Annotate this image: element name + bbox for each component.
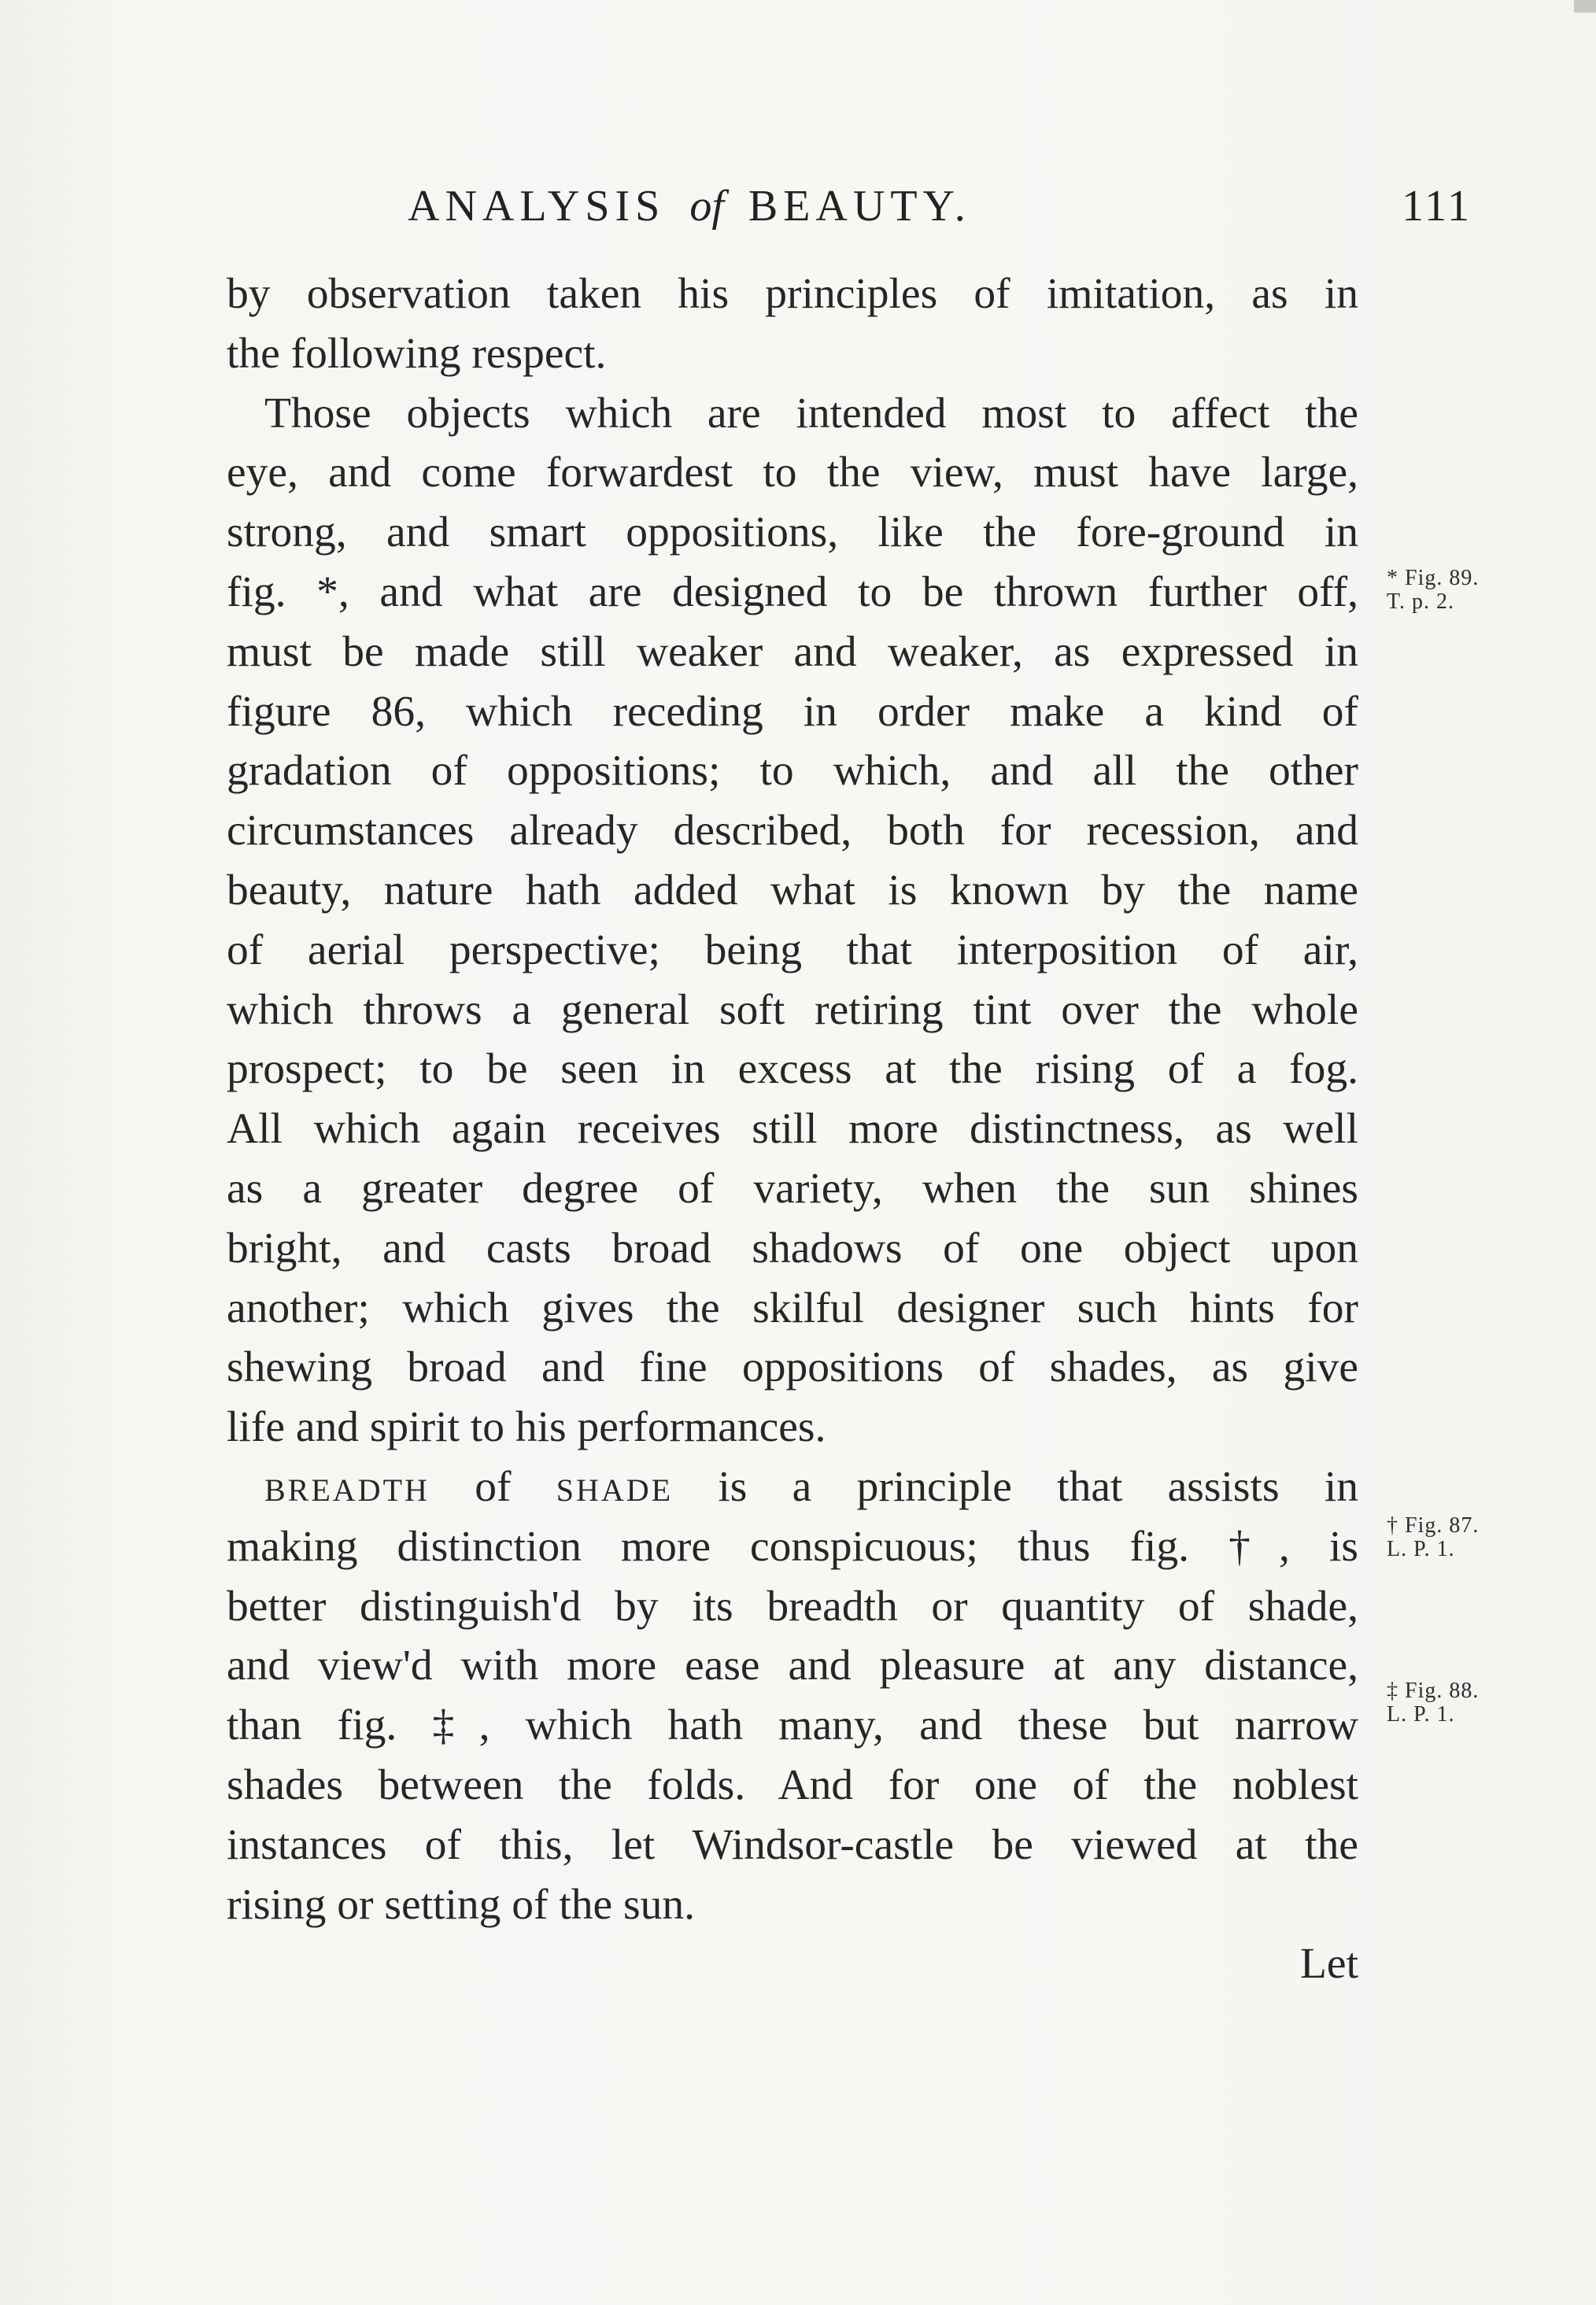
running-title-beauty: BEAUTY. (748, 182, 971, 231)
text-line: another; which gives the skilful designer such hints for (227, 1284, 1358, 1332)
corner-mark (1574, 0, 1596, 13)
text-line: better distinguish'd by its breadth or quantity of shade, (227, 1582, 1358, 1631)
word-of: of (475, 1462, 512, 1511)
smallcaps-breadth: BREADTH (264, 1472, 430, 1508)
running-title-analysis: ANALYSIS (408, 182, 666, 231)
text-line: circumstances already described, both for recession, and (227, 807, 1358, 855)
margin-note-line: † Fig. 87. (1387, 1513, 1480, 1538)
margin-note-line: L. P. 1. (1387, 1537, 1455, 1561)
catchword: Let (1300, 1940, 1358, 1989)
text-line: shewing broad and fine oppositions of shades, as give (227, 1343, 1358, 1392)
smallcaps-shade: SHADE (556, 1472, 674, 1508)
text-line: of aerial perspective; being that interposition of air, (227, 925, 1358, 974)
text-line: and view'd with more ease and pleasure at any distance, (227, 1642, 1358, 1690)
text-line: making distinction more conspicuous; thus fig. †, is (227, 1522, 1358, 1571)
text-line: beauty, nature hath added what is known by the name (227, 866, 1358, 914)
text-line: must be made still weaker and weaker, as expressed in (227, 627, 1358, 676)
running-title (408, 181, 971, 231)
text-line: by observation taken his principles of imitation, as in (227, 270, 1358, 318)
margin-note-line: * Fig. 89. (1387, 566, 1480, 590)
margin-note-fig-87 (1387, 1514, 1479, 1561)
text-line: prospect; to be seen in excess at the rising of a fog. (227, 1045, 1358, 1094)
breadth-of-shade-line (227, 1457, 1358, 1517)
text-line: life and spirit to his performances. (227, 1403, 826, 1452)
margin-note-line: T. p. 2. (1387, 589, 1455, 614)
text-line: than fig. ‡, which hath many, and these but narrow (227, 1701, 1358, 1750)
breadth-line-rest: is a principle that assists in (718, 1462, 1359, 1511)
text-line: the following respect. (227, 329, 607, 378)
margin-note-line: ‡ Fig. 88. (1387, 1679, 1480, 1703)
text-line: which throws a general soft retiring tint over the whole (227, 985, 1358, 1034)
text-line: rising or setting of the sun. (227, 1880, 696, 1929)
text-line: figure 86, which receding in order make a kind of (227, 687, 1358, 736)
margin-note-fig-88 (1387, 1679, 1479, 1727)
text-line: instances of this, let Windsor-castle be viewed at the (227, 1820, 1358, 1869)
text-line: eye, and come forwardest to the view, must have large, (227, 449, 1358, 497)
text-line: Those objects which are intended most to affect the (264, 389, 1358, 438)
text-line: All which again receives still more distinctness, as well (227, 1105, 1358, 1154)
margin-note-fig-89 (1387, 567, 1479, 614)
margin-note-line: L. P. 1. (1387, 1702, 1455, 1727)
text-line: as a greater degree of variety, when the sun shines (227, 1164, 1358, 1213)
text-line: bright, and casts broad shadows of one object upon (227, 1224, 1358, 1273)
running-title-of: of (689, 182, 724, 231)
page-number: 111 (1402, 182, 1472, 231)
text-line: shades between the folds. And for one of the noblest (227, 1760, 1358, 1809)
page-header (228, 181, 1472, 252)
body-text (227, 264, 1358, 1994)
text-line: fig. *, and what are designed to be thrown further off, (227, 567, 1358, 616)
text-line: gradation of oppositions; to which, and all the other (227, 747, 1358, 796)
text-line: strong, and smart oppositions, like the fore-ground in (227, 508, 1358, 557)
